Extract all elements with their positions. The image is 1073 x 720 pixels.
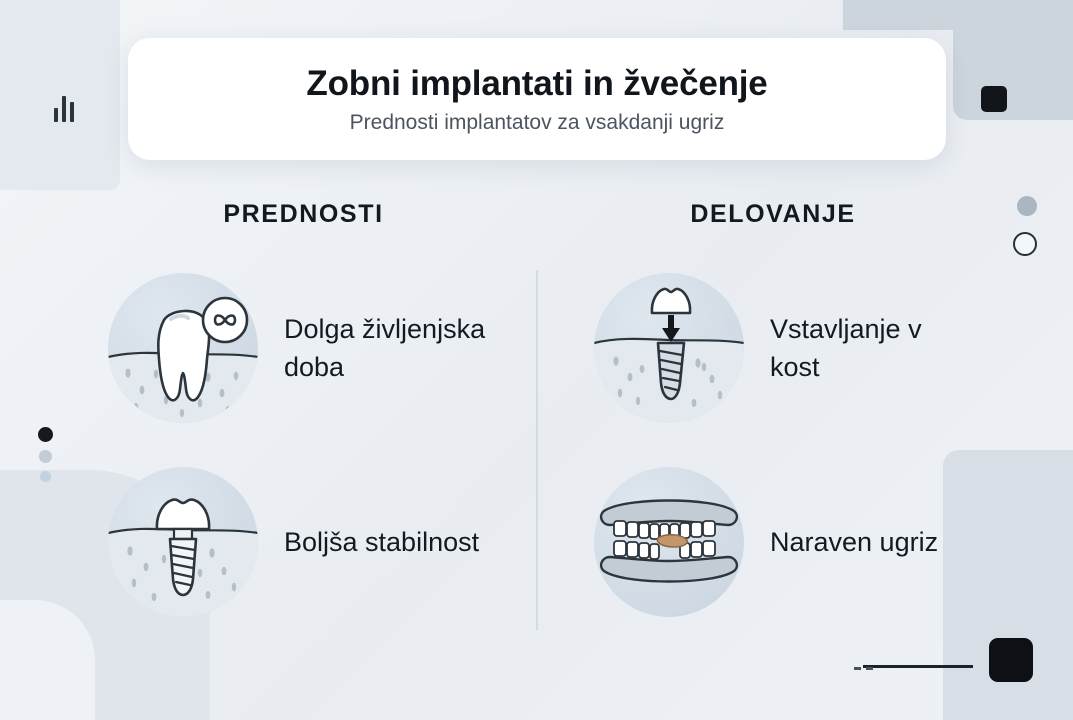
bar-chart-icon <box>54 88 74 122</box>
jaw-bite-icon <box>594 467 744 617</box>
list-item <box>108 467 499 617</box>
header-card <box>128 38 946 160</box>
list-item-label: Dolga življenjska doba <box>284 313 486 382</box>
list-item <box>108 273 499 423</box>
gray-dot-icon <box>1017 196 1037 216</box>
list-item-label: Vstavljanje v kost <box>770 313 922 382</box>
dark-square-large-icon <box>989 638 1033 682</box>
page-title: Zobni implantati in žvečenje <box>306 63 768 103</box>
progress-dot-icon <box>40 471 51 482</box>
list-item <box>594 273 970 423</box>
outline-circle-icon <box>1013 232 1037 256</box>
list-item <box>594 467 970 617</box>
column-heading-benefits: PREDNOSTI <box>223 200 384 228</box>
column-benefits <box>108 200 539 661</box>
dash-line-icon <box>863 665 973 668</box>
list-item-label: Boljša stabilnost <box>284 526 480 557</box>
decor-top-right-block <box>953 0 1073 120</box>
column-heading-function: DELOVANJE <box>690 200 856 228</box>
columns-container <box>108 200 970 661</box>
implant-insertion-arrow-icon <box>594 273 744 423</box>
progress-dot-active-icon <box>38 427 53 442</box>
column-function <box>539 200 970 661</box>
list-item-label: Naraven ugriz <box>770 526 939 557</box>
dark-square-small-icon <box>981 86 1007 112</box>
tooth-infinity-icon <box>108 273 258 423</box>
implant-screw-crown-icon <box>108 467 258 617</box>
progress-dot-icon <box>39 450 52 463</box>
dash-dots-icon <box>854 667 873 670</box>
page-subtitle: Prednosti implantatov za vsakdanji ugriz <box>349 110 725 134</box>
